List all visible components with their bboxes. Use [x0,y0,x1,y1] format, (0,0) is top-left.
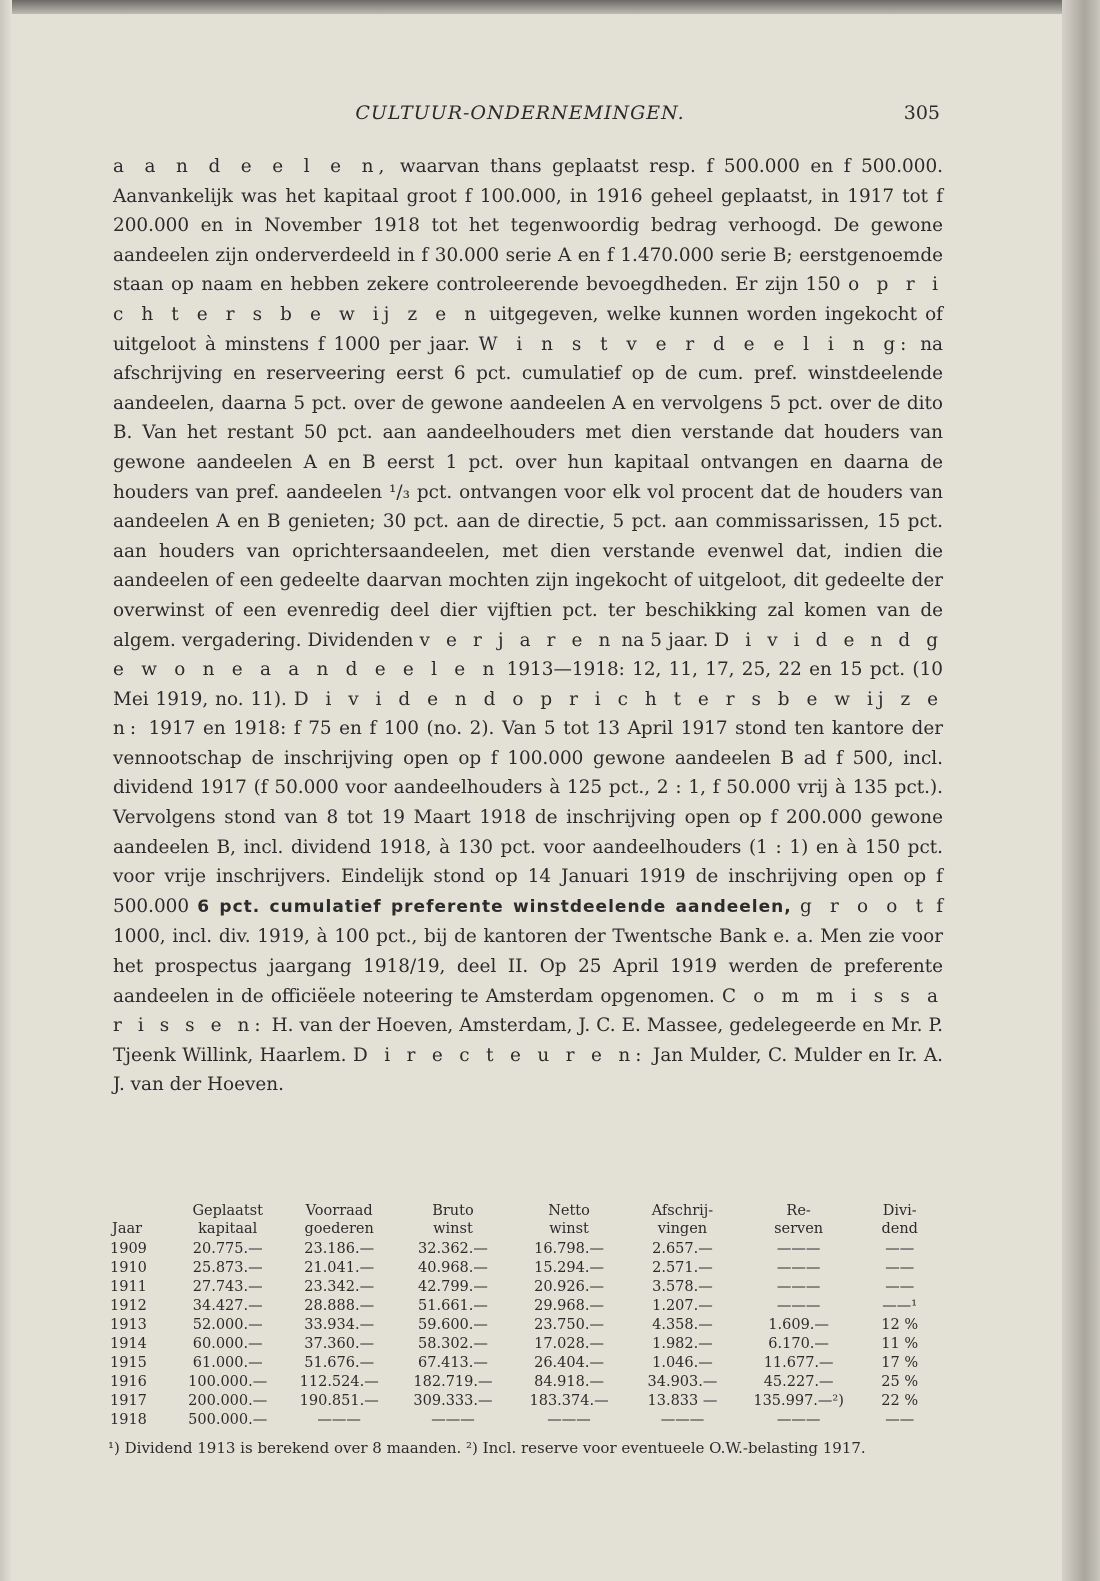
cell-reserven: ——— [776,1298,821,1314]
cell-jaar: 1915 [110,1355,147,1371]
cell-bruto: 67.413.— [418,1355,488,1371]
table-row [110,1278,940,1297]
table-row [110,1259,940,1278]
text-run: uitgegeven, welke kunnen worden ingekocht of uitgeloot à minstens f 1000 per jaar. [113,303,943,355]
text-run: Jan Mulder, C. Mulder en Ir. A. J. van der Hoeven. [113,1044,943,1096]
spaced-term: D i v i d e n d o p r i c h t e r s b e w ij z e n: [113,688,943,740]
cell-voorraad: 51.676.— [304,1355,375,1371]
header-jaar [110,1202,172,1240]
cell-kapitaal: 500.000.— [188,1412,268,1428]
table-row [110,1297,940,1316]
cell-kapitaal: 100.000.— [188,1374,268,1390]
cell-voorraad: 28.888.— [304,1298,375,1314]
cell-afschr: 34.903.— [647,1374,718,1390]
header-label: Jaar [112,1221,143,1237]
cell-reserven: ——— [776,1279,821,1295]
cell-kapitaal: 52.000.— [192,1317,263,1333]
cell-bruto: 182.719.— [413,1374,493,1390]
cell-netto: 26.404.— [534,1355,604,1371]
footnote: ¹) Dividend 1913 is berekend over 8 maanden. ²) Incl. reserve voor eventueele O.W.-belasting 1917. [108,1439,866,1457]
cell-voorraad: 37.360.— [304,1336,375,1352]
spaced-term: D i r e c t e u r e n: [352,1044,647,1066]
header-label: kapitaal [198,1221,258,1237]
cell-voorraad: 33.934.— [304,1317,375,1333]
cell-voorraad: 23.186.— [304,1241,375,1257]
header-bruto [395,1202,511,1240]
text-run: f 1000, incl. div. 1919, à 100 pct., bij de kantoren der Twentsche Bank e. a. Men zie voor het prospectus jaargang 1918/19, deel II. Op 25 April 1919 werden de preferente aandeelen in de officiëele noteering te Amsterdam opgenomen. [113,895,943,1007]
cell-dividend: 17 % [881,1355,919,1371]
cell-kapitaal: 200.000.— [188,1393,268,1409]
cell-reserven: 45.227.— [763,1374,834,1390]
cell-reserven: ——— [776,1260,821,1276]
cell-jaar: 1916 [110,1374,147,1390]
scan-left-edge [0,0,12,1581]
cell-jaar: 1911 [110,1279,147,1295]
header-label: goederen [304,1221,374,1237]
header-label: Bruto [432,1203,474,1219]
cell-dividend: —— [885,1412,915,1428]
text-run: na 5 jaar. [615,629,715,651]
header-kapitaal [172,1202,283,1240]
cell-afschr: 2.657.— [652,1241,713,1257]
cell-dividend: 11 % [881,1336,919,1352]
cell-bruto: 32.362.— [418,1241,488,1257]
page-number: 305 [903,102,940,124]
table-row [110,1411,940,1430]
spaced-term: g r o o t [799,895,928,917]
cell-afschr: ——— [660,1412,705,1428]
cell-reserven: ——— [776,1412,821,1428]
header-reserven [738,1202,860,1240]
cell-reserven: ——— [776,1241,821,1257]
text-run [792,896,800,917]
cell-afschr: 4.358.— [652,1317,713,1333]
cell-voorraad: 23.342.— [304,1279,375,1295]
cell-dividend: —— [885,1279,915,1295]
header-label: Netto [548,1203,590,1219]
text-run: na afschrijving en reserveering eerst 6 pct. cumulatief op de cum. pref. winstdeelende aandeelen, daarna 5 pct. over de gewone aandeelen A en vervolgens 5 pct. over de dito B. Van het restant 50 pct. aan aandeelhouders met dien verstande dat houders van gewone aandeelen A en B eerst 1 pct. over hun kapitaal ontvangen en daarna de houders van pref. aandeelen ¹/₃ pct. ontvangen voor elk vol procent dat de houders van aandeelen A en B genieten; 30 pct. aan de directie, 5 pct. aan commissarissen, 15 pct. aan houders van oprichtersaandeelen, met dien verstande evenwel dat, indien die aandeelen of een gedeelte daarvan mochten zijn ingekocht of uitgeloot, dit gedeelte der overwinst of een evenredig deel dier vijftien pct. ter beschikking zal komen van de algem. vergadering. Dividenden [113,333,943,651]
cell-bruto: 59.600.— [418,1317,488,1333]
header-label: Geplaatst [192,1203,263,1219]
cell-reserven: 11.677.— [763,1355,834,1371]
cell-kapitaal: 27.743.— [192,1279,263,1295]
cell-netto: 15.294.— [534,1260,604,1276]
cell-dividend: 12 % [881,1317,919,1333]
header-label: Voorraad [305,1203,373,1219]
table-row [110,1373,940,1392]
cell-bruto: 40.968.— [418,1260,488,1276]
header-label: Afschrij- [651,1203,714,1219]
cell-bruto: 51.661.— [418,1298,488,1314]
cell-voorraad: 190.851.— [299,1393,379,1409]
scan-top-shadow [0,0,1100,14]
cell-kapitaal: 25.873.— [192,1260,263,1276]
cell-bruto: ——— [431,1412,475,1428]
spaced-term: D i v i d e n d g e w o n e a a n d e e l e n [113,629,944,681]
spaced-term: C o m m i s s a r i s s e n: [113,985,943,1037]
spaced-term: a a n d e e l e n, [113,156,390,177]
cell-reserven: 135.997.—²) [753,1393,844,1409]
header-label: serven [774,1221,824,1237]
cell-netto: 23.750.— [534,1317,604,1333]
cell-bruto: 309.333.— [413,1393,493,1409]
cell-voorraad: 21.041.— [304,1260,375,1276]
cell-netto: 29.968.— [534,1298,604,1314]
spaced-term: v e r j a r e n [419,629,616,651]
running-head [100,102,940,132]
header-label: vingen [657,1221,708,1237]
cell-netto: 17.028.— [534,1336,604,1352]
cell-netto: 20.926.— [534,1279,604,1295]
table-row [110,1240,940,1259]
cell-afschr: 3.578.— [652,1279,713,1295]
cell-jaar: 1910 [110,1260,147,1276]
table-row [110,1316,940,1335]
cell-kapitaal: 61.000.— [192,1355,263,1371]
cell-afschr: 1.982.— [652,1336,713,1352]
cell-dividend: 22 % [881,1393,919,1409]
cell-reserven: 1.609.— [768,1317,829,1333]
cell-netto: 16.798.— [534,1241,604,1257]
cell-voorraad: ——— [317,1412,361,1428]
cell-jaar: 1912 [110,1298,147,1314]
text-run: waarvan thans geplaatst resp. f 500.000 en f 500.000. Aanvankelijk was het kapitaal groot f 100.000, in 1916 geheel geplaatst, in 1917 tot f 200.000 en in November 1918 tot het tegenwoordig bedrag verhoogd. De gewone aandeelen zijn onderverdeeld in f 30.000 serie A en f 1.470.000 serie B; eerstgenoemde staan op naam en hebben zekere controleerende bevoegdheden. Er zijn 150 [113,156,943,296]
table-row [110,1392,940,1411]
text-run: 1913—1918: 12, 11, 17, 25, 22 en 15 pct. (10 Mei 1919, no. 11). [113,659,944,710]
cell-afschr: 2.571.— [652,1260,713,1276]
cell-dividend: 25 % [881,1374,919,1390]
cell-reserven: 6.170.— [768,1336,829,1352]
header-label: winst [433,1221,473,1237]
text-run: H. van der Hoeven, Amsterdam, J. C. E. Massee, gedelegeerde en Mr. P. Tjeenk Willink, Haarlem. [113,1015,944,1066]
table-header-row [110,1202,940,1240]
page-title: CULTUUR-ONDERNEMINGEN. [355,102,685,124]
header-netto [511,1202,627,1240]
header-afschrijvingen [627,1202,738,1240]
spaced-term: W i n s t v e r d e e l i n g: [478,333,912,355]
scan-right-edge [1062,0,1100,1581]
cell-afschr: 1.046.— [652,1355,713,1371]
cell-bruto: 42.799.— [418,1279,488,1295]
cell-netto: 183.374.— [529,1393,609,1409]
header-label: dend [881,1221,918,1237]
cell-netto: ——— [547,1412,591,1428]
header-label: Re- [786,1203,811,1219]
cell-jaar: 1913 [110,1317,147,1333]
bold-term: 6 pct. cumulatief preferente winstdeelende aandeelen, [197,896,792,917]
cell-jaar: 1909 [110,1241,147,1257]
cell-afschr: 13.833 — [647,1393,718,1409]
header-label: Divi- [882,1203,917,1219]
spaced-term: o p r i c h t e r s b e w ij z e n [113,274,943,325]
cell-netto: 84.918.— [534,1374,604,1390]
header-dividend [859,1202,940,1240]
table-body [110,1240,940,1430]
cell-dividend: —— [885,1241,915,1257]
cell-bruto: 58.302.— [418,1336,488,1352]
cell-dividend: ——¹ [882,1298,918,1314]
cell-kapitaal: 60.000.— [192,1336,263,1352]
financial-table [110,1202,940,1430]
header-voorraad [283,1202,394,1240]
text-run: 1917 en 1918: f 75 en f 100 (no. 2). Van 5 tot 13 April 1917 stond ten kantore der vennootschap de inschrijving open op f 100.000 gewone aandeelen B ad f 500, incl. dividend 1917 (f 50.000 voor aandeelhouders à 125 pct., 2 : 1, f 50.000 vrij à 135 pct.). Vervolgens stond van 8 tot 19 Maart 1918 de inschrijving open op f 200.000 gewone aandeelen B, incl. dividend 1918, à 130 pct. voor aandeelhouders (1 : 1) en à 150 pct. voor vrije inschrijvers. Eindelijk stond op 14 Januari 1919 de inschrijving open op f 500.000 [113,718,943,917]
cell-jaar: 1914 [110,1336,147,1352]
table-row [110,1354,940,1373]
body-paragraph [113,152,943,1100]
table-row [110,1335,940,1354]
cell-jaar: 1917 [110,1393,147,1409]
cell-kapitaal: 20.775.— [192,1241,263,1257]
header-label: winst [549,1221,589,1237]
cell-dividend: —— [885,1260,915,1276]
cell-jaar: 1918 [110,1412,147,1428]
cell-voorraad: 112.524.— [299,1374,379,1390]
cell-kapitaal: 34.427.— [192,1298,263,1314]
cell-afschr: 1.207.— [652,1298,713,1314]
